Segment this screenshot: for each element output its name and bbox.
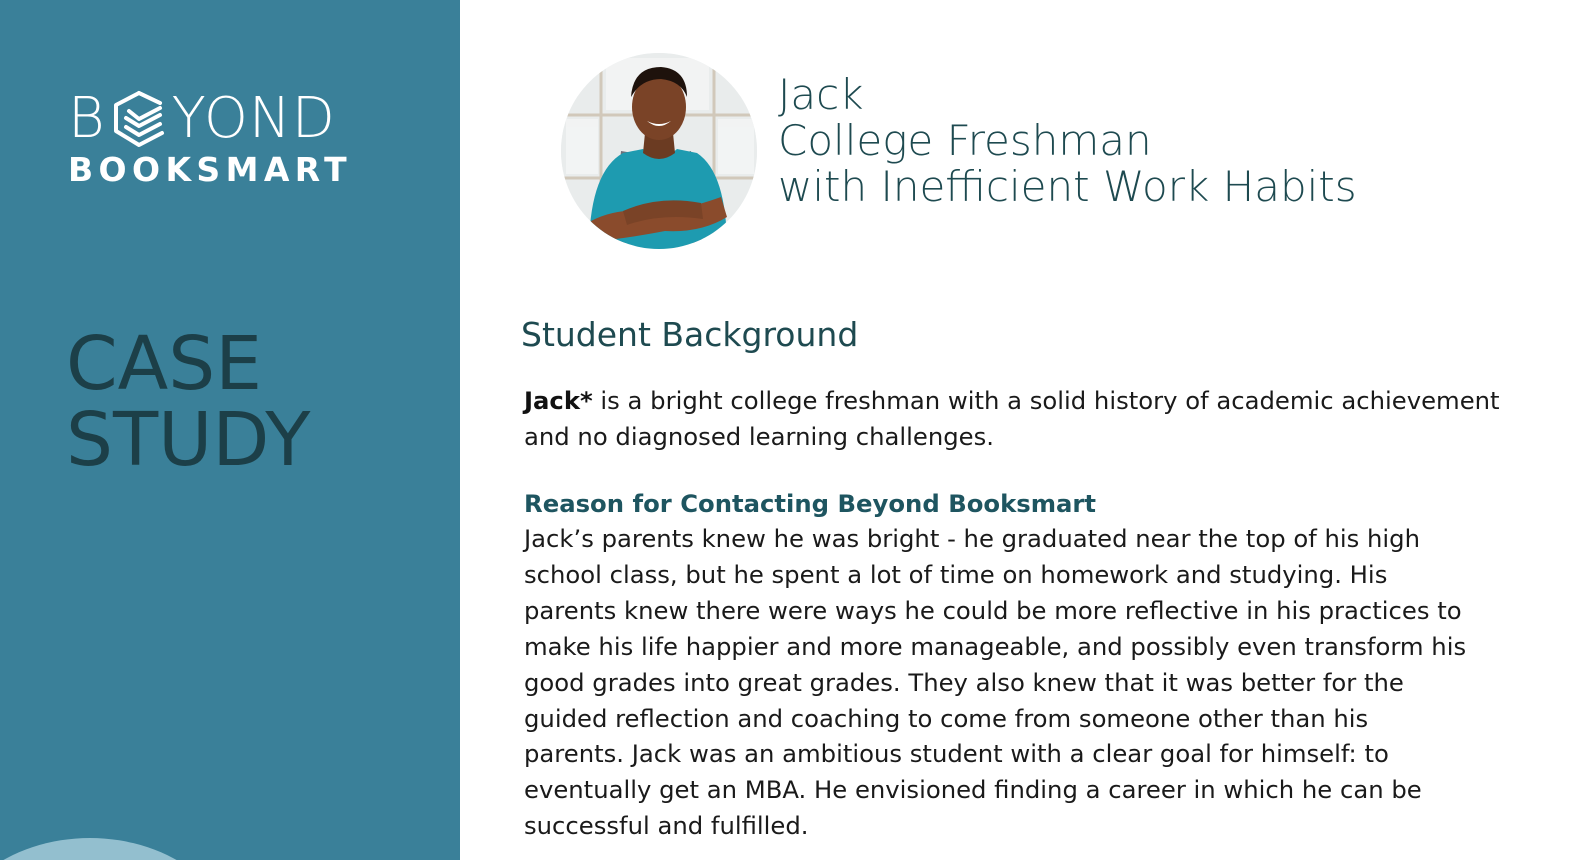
reason-line: good grades into great grades. They also knew that it was better for the <box>524 667 1404 697</box>
reason-line: parents knew there were ways he could be more reflective in his practices to <box>524 595 1462 625</box>
stacked-books-hexagon-icon <box>104 89 174 149</box>
profile-title <box>778 72 1357 210</box>
student-photo-icon <box>561 53 757 249</box>
student-name: Jack <box>778 70 864 119</box>
reason-line: make his life happier and more manageable, and possibly even transform his <box>524 631 1467 661</box>
student-avatar <box>561 53 757 249</box>
student-level: College Freshman <box>778 116 1152 165</box>
student-challenge: with Inefficient Work Habits <box>778 162 1357 211</box>
logo-word-yond: YOND <box>171 86 336 151</box>
logo-wordmark <box>68 88 388 150</box>
reason-line: guided reflection and coaching to come from someone other than his <box>524 703 1369 733</box>
case-study-title <box>66 321 311 483</box>
student-name-bold: Jack* <box>524 386 593 415</box>
logo-subtitle: BOOKSMART <box>68 150 353 189</box>
reason-heading: Reason for Contacting Beyond Booksmart <box>524 489 1097 518</box>
decorative-wave <box>0 838 240 860</box>
beyond-booksmart-logo <box>68 88 388 188</box>
reason-line: eventually get an MBA. He envisioned finding a career in which he can be <box>524 775 1422 805</box>
case-study-line-1: CASE <box>66 321 263 407</box>
reason-body <box>524 521 1574 844</box>
reason-line: successful and fulfilled. <box>524 811 809 841</box>
reason-line: school class, but he spent a lot of time on homework and studying. His <box>524 559 1388 589</box>
intro-text: is a bright college freshman with a solid history of academic achievement and no diagnosed learning challenges. <box>524 386 1500 451</box>
case-study-line-2: STUDY <box>66 397 311 483</box>
student-background-heading: Student Background <box>521 315 859 354</box>
logo-letter-b: B <box>68 86 106 151</box>
student-background-intro <box>524 383 1534 455</box>
reason-line: Jack’s parents knew he was bright - he graduated near the top of his high <box>524 524 1420 553</box>
sidebar <box>0 0 460 860</box>
reason-line: parents. Jack was an ambitious student with a clear goal for himself: to <box>524 739 1389 769</box>
